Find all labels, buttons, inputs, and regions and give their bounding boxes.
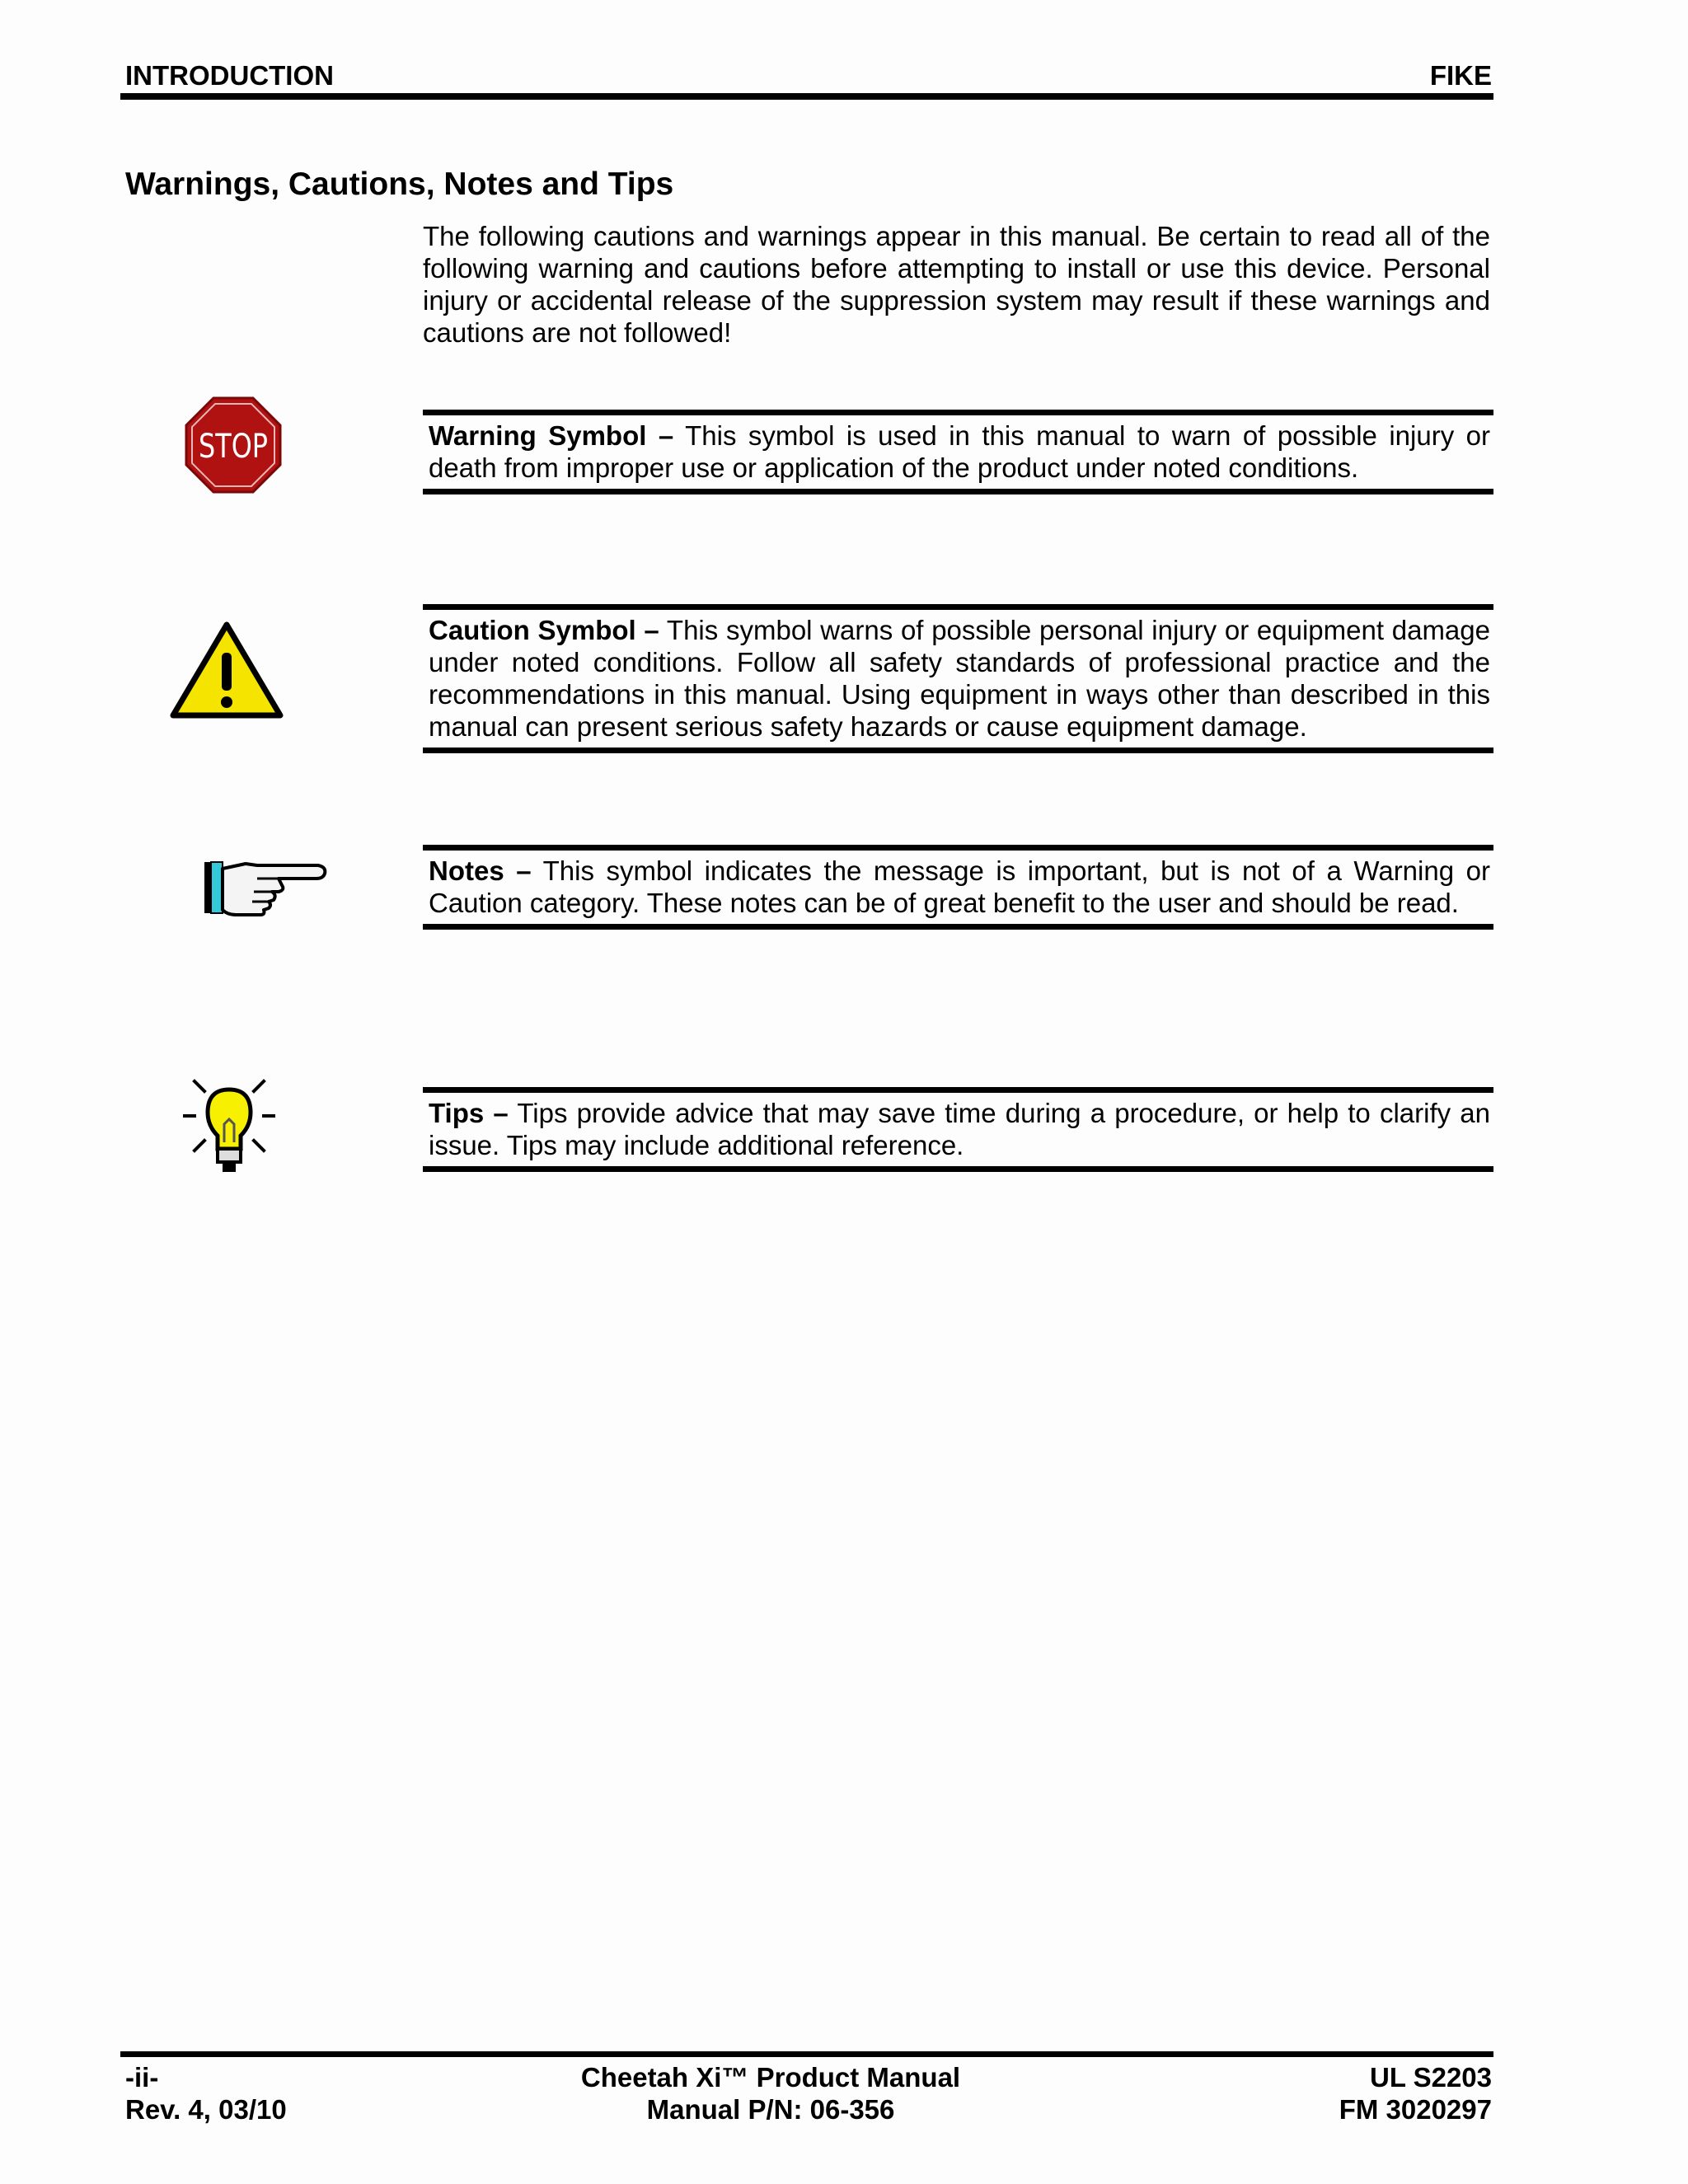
warning-text: This symbol is used in this manual to warn of possible injury or death from improper use or application of the product under noted conditions. [429, 420, 1490, 483]
footer-part-number: Manual P/N: 06-356 [646, 2094, 895, 2125]
header-brand-label: FIKE [1429, 60, 1492, 91]
stop-sign-icon [185, 396, 282, 494]
intro-paragraph: The following cautions and warnings appear in this manual. Be certain to read all of the following warning and cautions before attempting to install or use this device. Personal injury or accidental release of the suppression system may result if these warnings and cautions are not followed! [423, 221, 1490, 348]
footer-center [0, 2061, 1541, 2125]
stop-sign-text: STOP [199, 428, 268, 466]
tips-text: Tips provide advice that may save time during a procedure, or help to clarify an issue. Tips may include additional reference. [429, 1098, 1491, 1160]
footer-manual-title: Cheetah Xi™ Product Manual [580, 2062, 961, 2093]
page-title: Warnings, Cautions, Notes and Tips [125, 166, 674, 202]
pointing-hand-icon [203, 857, 328, 920]
header-section-label: INTRODUCTION [125, 60, 334, 91]
footer-revision: Rev. 4, 03/10 [125, 2094, 287, 2125]
warning-box [423, 410, 1493, 494]
tips-label: Tips – [429, 1098, 509, 1128]
header-rule [120, 93, 1493, 100]
notes-label: Notes – [429, 855, 532, 886]
warning-label: Warning Symbol – [429, 420, 674, 451]
footer-rule [120, 2051, 1493, 2057]
footer-page-number: -ii- [125, 2062, 159, 2093]
footer-fm-approval: FM 3020297 [1339, 2094, 1492, 2125]
light-bulb-icon [183, 1078, 275, 1175]
notes-box [423, 845, 1493, 930]
footer-right [1339, 2061, 1492, 2125]
notes-text: This symbol indicates the message is important, but is not of a Warning or Caution category. These notes can be of great benefit to the user and should be read. [429, 855, 1490, 918]
caution-text: This symbol warns of possible personal injury or equipment damage under noted conditions. Follow all safety standards of professional practice and the recommendations in this manual. Using equipment in ways other than described in this manual can present serious safety hazards or cause equipment damage. [429, 615, 1490, 742]
caution-label: Caution Symbol – [429, 615, 659, 645]
caution-triangle-icon [170, 621, 284, 720]
footer-ul-listing: UL S2203 [1370, 2062, 1492, 2093]
caution-box [423, 604, 1493, 753]
tips-box [423, 1087, 1493, 1172]
